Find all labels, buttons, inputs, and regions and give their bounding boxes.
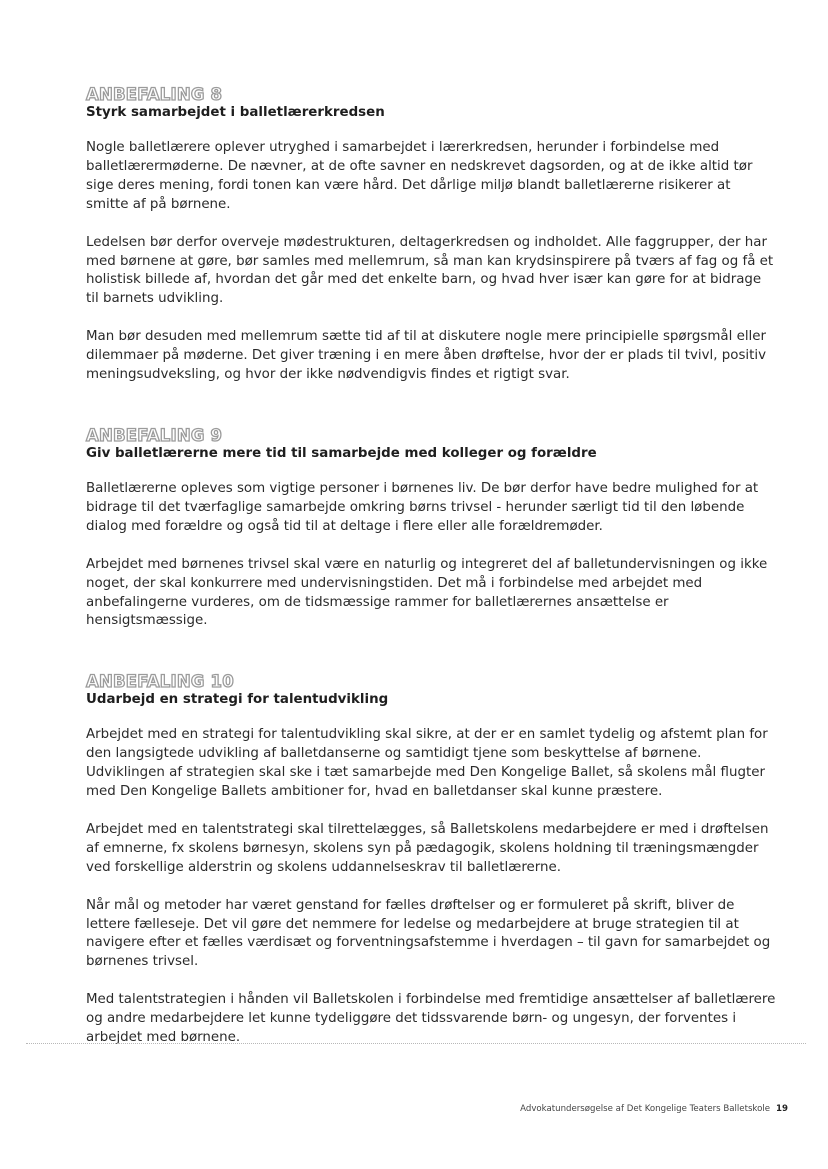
recommendation-9 xyxy=(86,427,776,631)
recommendation-label: ANBEFALING 9 xyxy=(86,425,223,445)
paragraph: Arbejdet med en talentstrategi skal tilrettelægges, så Balletskolens medarbejdere er med i drøftelsen af emnerne, fx skolens børnesyn, skolens syn på pædagogik, skolens holdning til træningsmængder ved forskellige alderstrin og skolens uddannelseskrav til balletlærerne. xyxy=(86,821,769,875)
recommendation-8 xyxy=(86,86,776,385)
main-content xyxy=(86,86,776,1048)
paragraph: Med talentstrategien i hånden vil Balletskolen i forbindelse med fremtidige ansættelser af balletlærere og andre medarbejdere let kunne tydeliggøre det tidssvarende børn- og ungesyn, der forventes i arbejdet med børnene. xyxy=(86,992,776,1046)
paragraph: Arbejdet med børnenes trivsel skal være en naturlig og integreret del af balletundervisningen og ikke noget, der skal konkurrere med undervisningstiden. Det må i forbindelse med arbejdet med anbefalingerne vurderes, om de tidsmæssige rammer for balletlærernes ansættelse er hensigtsmæssige. xyxy=(86,556,768,629)
recommendation-title: Styrk samarbejdet i balletlærerkredsen xyxy=(86,105,385,120)
recommendation-label: ANBEFALING 10 xyxy=(86,672,234,692)
page-number: 19 xyxy=(776,1104,788,1114)
recommendation-title: Udarbejd en strategi for talentudvikling xyxy=(86,692,389,708)
recommendation-10 xyxy=(86,673,776,1048)
paragraph: Når mål og metoder har været genstand for fælles drøftelser og er formuleret på skrift, bliver de lettere fælleseje. Det vil gøre det nemmere for ledelse og medarbejdere at bruge strategien til at navigere efter et fælles værdisæt og forventningsafstemme i hverdagen – til gavn for samarbejdet og børnenes trivsel. xyxy=(86,897,771,970)
recommendation-title: Giv balletlærerne mere tid til samarbejde med kolleger og forældre xyxy=(86,445,597,461)
page-footer xyxy=(520,1104,788,1114)
paragraph: Arbejdet med en strategi for talentudvikling skal sikre, at der er en samlet tydelig og afstemt plan for den langsigtede udvikling af balletdanserne og samtidigt tjene som beskyttelse af børnene. Udviklingen af strategien skal ske i tæt samarbejde med Den Kongelige Ballet, så skolens mål flugter med Den Kongelige Ballets ambitioner for, hvad en balletdanser skal kunne præstere. xyxy=(86,727,768,800)
recommendation-label: ANBEFALING 8 xyxy=(86,85,223,104)
paragraph: Man bør desuden med mellemrum sætte tid af til at diskutere nogle mere principielle spørgsmål eller dilemmaer på møderne. Det giver træning i en mere åben drøftelse, hvor der er plads til tvivl, positiv meningsudveksling, og hvor der ikke nødvendigvis findes et rigtigt svar. xyxy=(86,329,767,383)
paragraph: Balletlærerne opleves som vigtige personer i børnenes liv. De bør derfor have bedre mulighed for at bidrage til det tværfaglige samarbejde omkring børns trivsel - herunder særligt tid til den løbende dialog med forældre og også tid til at deltage i flere eller alle forældremøder. xyxy=(86,480,759,534)
paragraph: Nogle balletlærere oplever utryghed i samarbejdet i lærerkredsen, herunder i forbindelse med balletlærermøderne. De nævner, at de ofte savner en nedskrevet dagsorden, og at de ikke altid tør sige deres mening, fordi tonen kan være hård. Det dårlige miljø blandt balletlærerne risikerer at smitte af på børnene. xyxy=(86,140,753,212)
paragraph: Ledelsen bør derfor overveje mødestrukturen, deltagerkredsen og indholdet. Alle faggrupper, der har med børnene at gøre, bør samles med mellemrum, så man kan krydsinspirere på tværs af fag og få et holistisk billede af, hvordan det går med det enkelte barn, og hvad hver især kan gøre for at bidrage til barnets udvikling. xyxy=(86,234,774,307)
footer-text: Advokatundersøgelse af Det Kongelige Teaters Balletskole xyxy=(520,1104,771,1114)
footer-divider xyxy=(26,1043,806,1044)
